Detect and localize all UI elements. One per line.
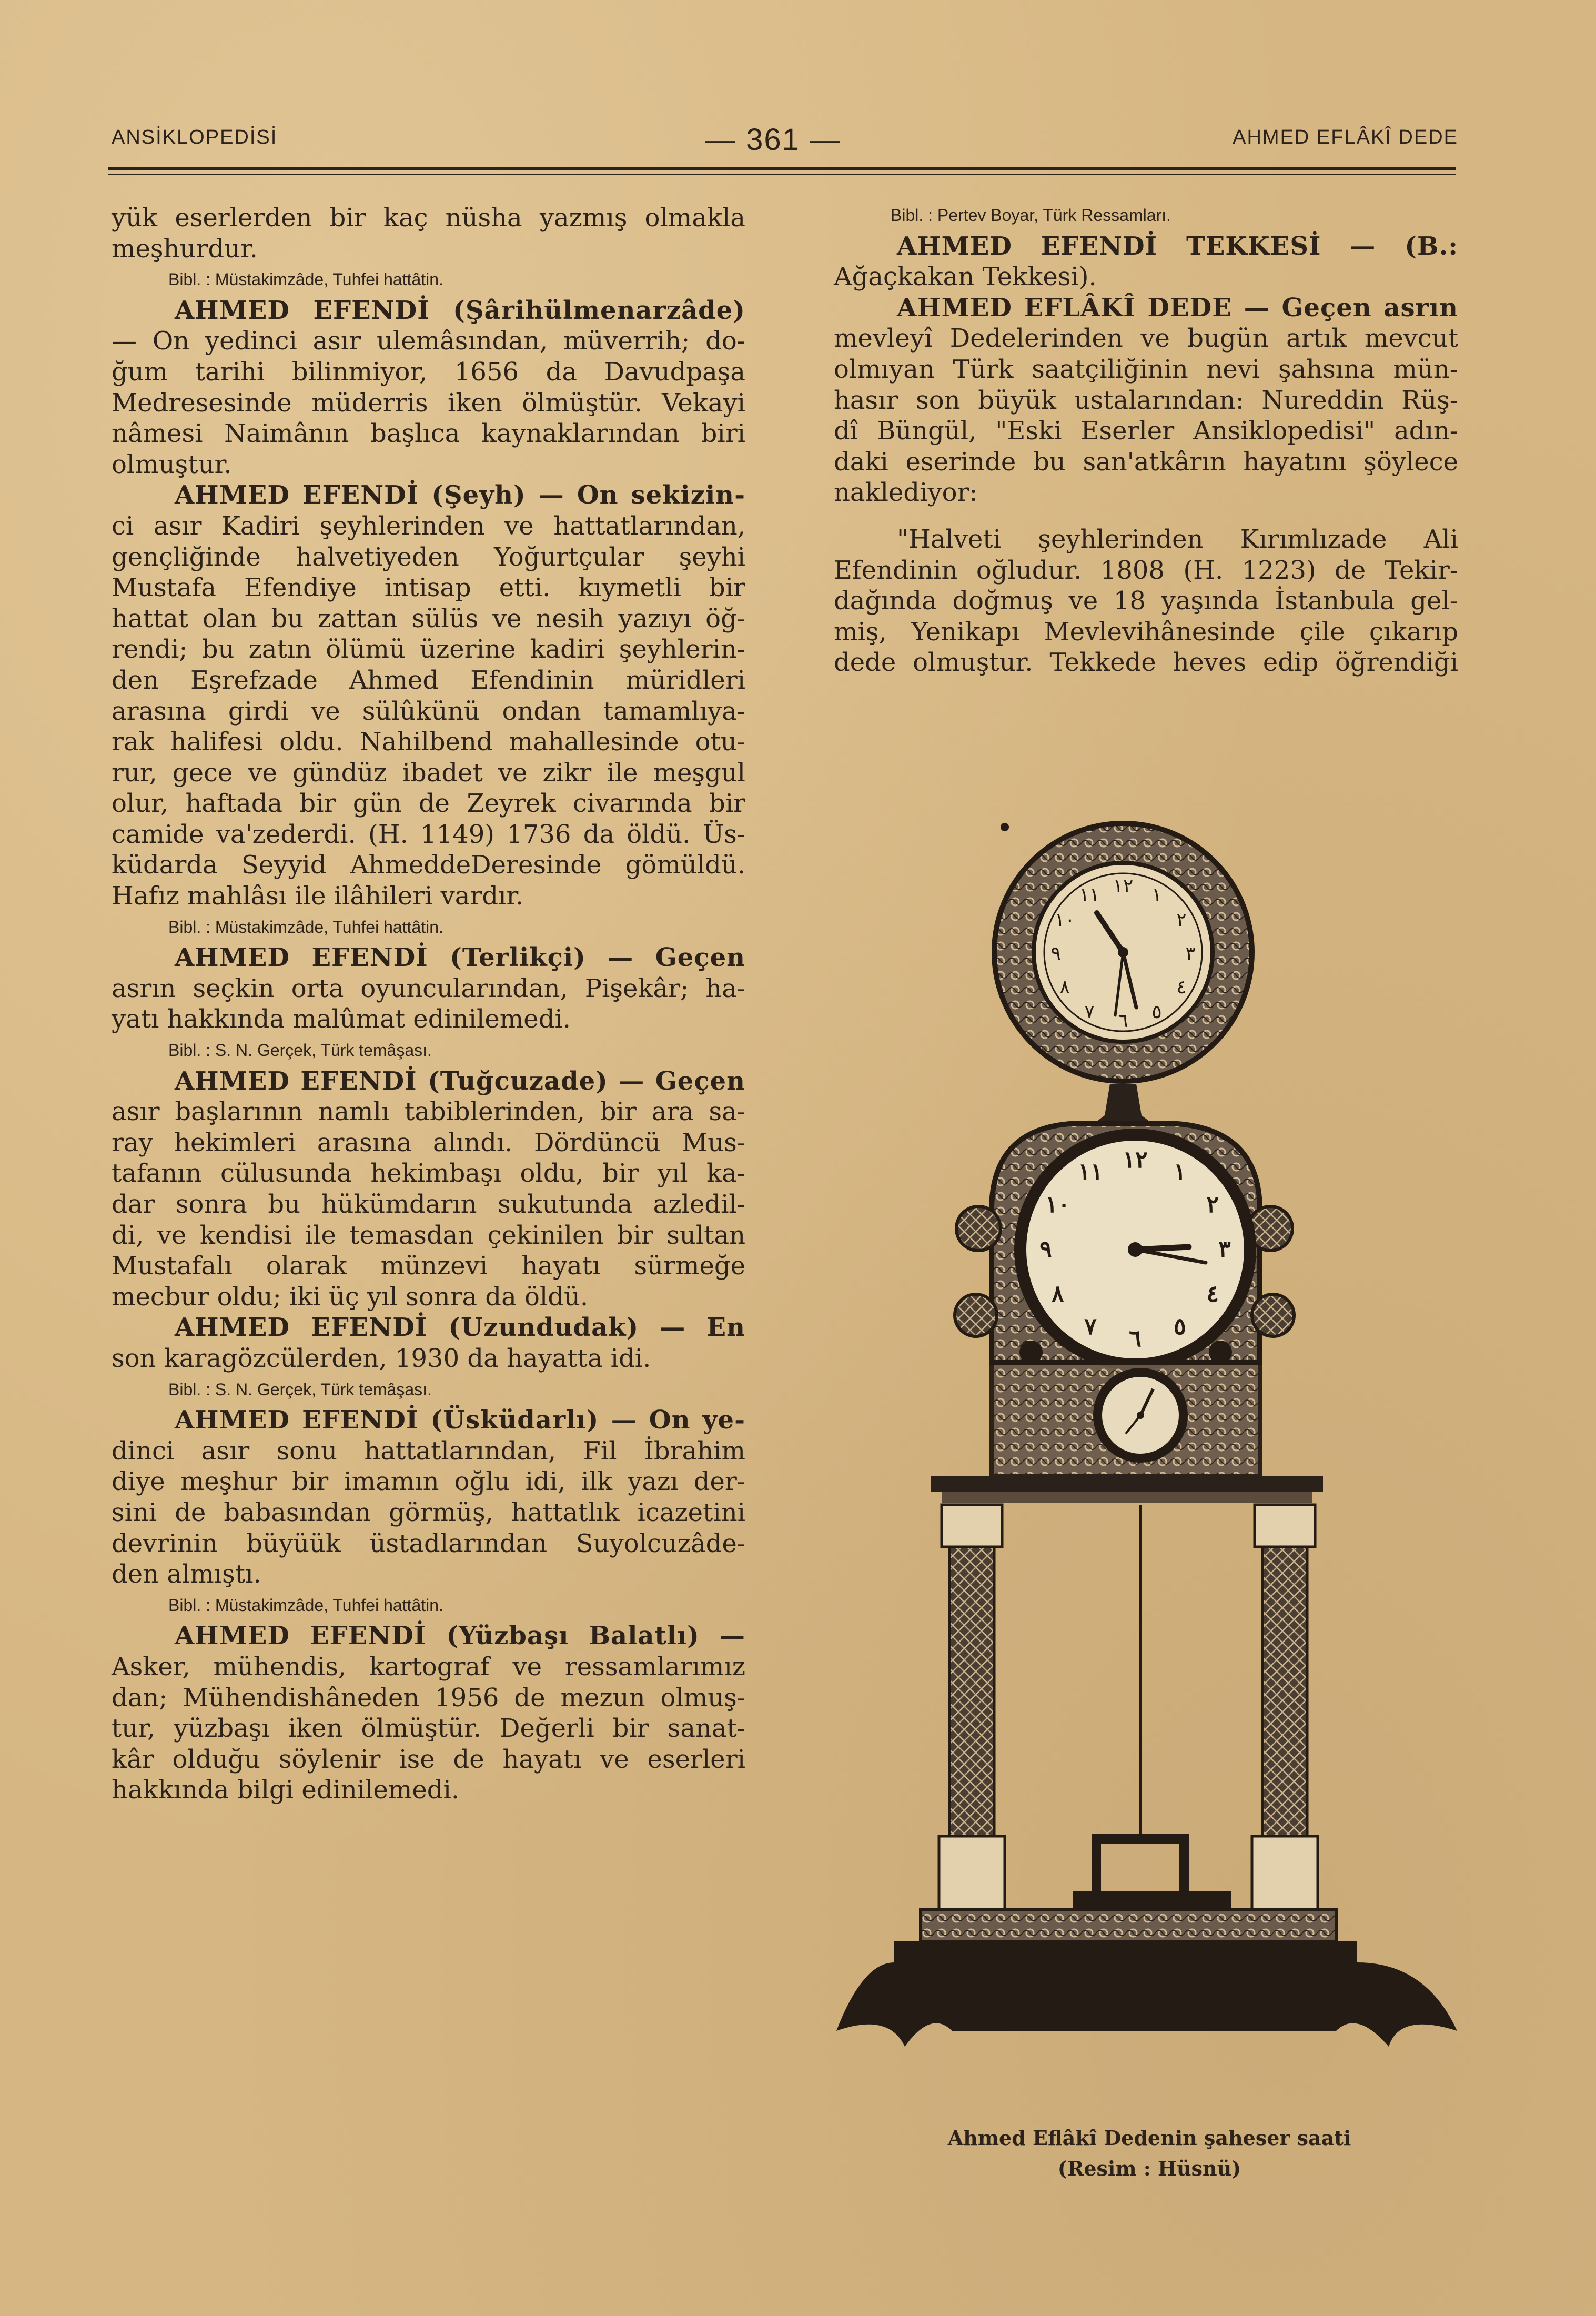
text-line: di, ve kendisi ile temasdan çekinilen bir sultan xyxy=(112,1220,745,1250)
upper-dial-numeral: ٨ xyxy=(1059,976,1070,998)
text-line: ci asır Kadiri şeyhlerinden ve hattatlarından, xyxy=(112,511,745,541)
text-line: asır başlarının namlı tabiblerinden, bir ara sa- xyxy=(112,1097,745,1127)
entry-heading-line: AHMED EFLÂKÎ DEDE — Geçen asrın xyxy=(897,293,1458,323)
text-line: hattat olan bu zattan sülüs ve nesih yazıyı öğ- xyxy=(112,603,745,633)
main-dial-numeral: ١١ xyxy=(1078,1158,1103,1185)
upper-dial-numeral: ٣ xyxy=(1185,943,1196,964)
bibliography-line: Bibl. : S. N. Gerçek, Türk temâşası. xyxy=(168,1041,432,1060)
upper-platform xyxy=(931,1476,1323,1492)
main-dial-numeral: ١٠ xyxy=(1045,1191,1070,1218)
text-line: den Eşrefzade Ahmed Efendinin müridleri xyxy=(112,665,745,695)
main-dial-numeral: ١ xyxy=(1174,1158,1186,1185)
text-line: ray hekimleri arasına alındı. Dördüncü Mus- xyxy=(112,1127,745,1157)
text-line: hasır son büyük ustalarından: Nureddin Rüş- xyxy=(834,385,1458,415)
upper-dial-numeral: ٦ xyxy=(1118,1010,1128,1032)
running-header xyxy=(0,123,1596,168)
upper-clock xyxy=(994,823,1252,1081)
text-line: nâmesi Naimânın başlıca kaynaklarından biri xyxy=(112,419,745,449)
text-line: mevleyî Dedelerinden ve bugün artık mevcut xyxy=(834,324,1458,354)
left-column xyxy=(112,203,745,1806)
figure-caption xyxy=(831,2123,1468,2184)
bibliography-line: Bibl. : Müstakimzâde, Tuhfei hattâtin. xyxy=(168,1595,443,1615)
text-line: dar sonra bu hükümdarın sukutunda azledil- xyxy=(112,1190,745,1219)
bibliography-line: Bibl. : Müstakimzâde, Tuhfei hattâtin. xyxy=(168,917,443,937)
upper-dial-numeral: ١١ xyxy=(1079,884,1100,907)
text-line: tafanın cülusunda hekimbaşı oldu, bir yıl ka- xyxy=(112,1159,745,1189)
caption-credit: (Resim : Hüsnü) xyxy=(1057,2157,1241,2180)
quote-line: "Halveti şeyhlerinden Kırımlızade Ali xyxy=(897,524,1458,554)
text-line: Asker, mühendis, kartograf ve ressamlarımız xyxy=(112,1652,745,1681)
entry-heading-line: AHMED EFENDİ (Terlikçi) — Geçen xyxy=(175,943,745,973)
text-line: devrinin büyüük üstadlarından Suyolcuzâde- xyxy=(112,1528,745,1558)
text-line: camide va'zederdi. (H. 1149) 1736 da öldü. Üs- xyxy=(112,819,745,849)
text-line: Ağaçkakan Tekkesi). xyxy=(834,262,1097,292)
text-line: yük eserlerden bir kaç nüsha yazmış olmakla xyxy=(112,203,745,233)
text-line: rak halifesi oldu. Nahilbend mahallesinde otu- xyxy=(112,727,745,757)
header-rule-thick xyxy=(108,167,1456,170)
right-column xyxy=(834,200,1458,678)
text-line: Hafız mahlâsı ile ilâhileri vardır. xyxy=(112,881,524,911)
text-line: — On yedinci asır ulemâsından, müverrih; do- xyxy=(112,326,745,356)
upper-dial-numeral: ١ xyxy=(1151,884,1162,907)
bibliography-line: Bibl. : Müstakimzâde, Tuhfei hattâtin. xyxy=(168,270,443,289)
entry-heading-line: AHMED EFENDİ (Şeyh) — On sekizin- xyxy=(175,480,745,510)
main-dial-numeral: ٢ xyxy=(1206,1191,1219,1218)
text-line: rur, gece ve gündüz ibadet ve zikr ile meşgul xyxy=(112,758,745,788)
text-line: olmuştur. xyxy=(112,449,232,479)
text-line: kâr olduğu söylenir ise de hayatı ve eserleri xyxy=(112,1744,745,1774)
text-line: Mustafa Efendiye intisap etti. kıymetli bir xyxy=(112,573,745,603)
main-dial-numeral: ٧ xyxy=(1084,1313,1097,1341)
paragraph-spacer xyxy=(834,508,1458,524)
text-line: rendi; bu zatın ölümü üzerine kadiri şeyhlerin- xyxy=(112,635,745,664)
entry-heading-line: AHMED EFENDİ (Uzundudak) — En xyxy=(175,1313,745,1343)
page-number: — 361 — xyxy=(705,123,841,157)
main-dial-numeral: ٤ xyxy=(1206,1281,1219,1307)
text-line: sini de babasından görmüş, hattatlık icazetini xyxy=(112,1497,745,1527)
text-line: miş, Yenikapı Mevlevihânesinde çile çıkarıp xyxy=(834,617,1458,647)
right-column-pillar xyxy=(1252,1505,1318,1910)
left-column-pillar xyxy=(939,1505,1005,1910)
main-dial-numeral: ١٢ xyxy=(1123,1146,1148,1173)
main-dial-numeral: ٩ xyxy=(1039,1236,1052,1263)
text-line: dî Büngül, "Eski Eserler Ansiklopedisi" adın- xyxy=(834,416,1458,446)
text-line: tur, yüzbaşı iken ölmüştür. Değerli bir sanat- xyxy=(112,1714,745,1744)
text-line: gençliğinde halvetiyeden Yoğurtçular şeyhi xyxy=(112,542,745,572)
text-line: yatı hakkında malûmat edinilemedi. xyxy=(112,1004,571,1034)
clock-base xyxy=(836,1910,1457,2047)
text-line: son karagözcülerden, 1930 da hayatta idi. xyxy=(112,1343,651,1373)
text-line: olmıyan Türk saatçiliğinin nevi şahsına mün- xyxy=(834,354,1458,384)
clock-illustration xyxy=(831,821,1468,2115)
caption-title: Ahmed Eflâkî Dedenin şaheser saati xyxy=(947,2126,1351,2150)
text-line: daki eserinde bu san'atkârın hayatını şöylece xyxy=(834,447,1458,477)
text-line: olur, haftada bir gün de Zeyrek civarında bir xyxy=(112,789,745,819)
text-line: arasına girdi ve sülûkünü ondan tamamlıya- xyxy=(112,696,745,726)
text-line: mecbur oldu; iki üç yıl sonra da öldü. xyxy=(112,1282,589,1312)
text-line: Efendinin oğludur. 1808 (H. 1223) de Tekir- xyxy=(834,555,1458,585)
text-line: den almıştı. xyxy=(112,1559,261,1589)
text-line: dağında doğmuş ve 18 yaşında İstanbula gel- xyxy=(834,586,1458,616)
text-line: dinci asır sonu hattatlarından, Fil İbrahim xyxy=(112,1436,745,1466)
main-dial-numeral: ٥ xyxy=(1174,1313,1186,1341)
upper-dial-numeral: ١٠ xyxy=(1054,909,1075,931)
text-line: naklediyor: xyxy=(834,478,978,508)
main-clock-dial xyxy=(1014,1129,1256,1371)
upper-dial-numeral: ١٢ xyxy=(1113,875,1134,897)
text-line: dede olmuştur. Tekkede heves edip öğrendiği xyxy=(834,648,1458,678)
bibliography-line: Bibl. : S. N. Gerçek, Türk temâşası. xyxy=(168,1379,432,1399)
text-line: ğum tarihi bilinmiyor, 1656 da Davudpaşa xyxy=(112,357,745,387)
upper-dial-numeral: ٧ xyxy=(1084,1001,1095,1023)
bibliography-line: Bibl. : Pertev Boyar, Türk Ressamları. xyxy=(891,206,1171,225)
upper-dial-numeral: ٤ xyxy=(1176,976,1187,998)
text-line: dan; Mühendishâneden 1956 de mezun olmuş- xyxy=(112,1683,745,1713)
entry-heading-line: AHMED EFENDİ (Şârihülmenarzâde) xyxy=(175,295,745,325)
text-line: Mustafalı olarak münzevi hayatı sürmeğe xyxy=(112,1251,745,1281)
text-line: asrın seçkin orta oyuncularından, Pişekâr; ha- xyxy=(112,973,745,1003)
header-rule-thin xyxy=(108,174,1456,175)
entry-heading-line: AHMED EFENDİ TEKKESİ — (B.: xyxy=(897,231,1458,261)
header-right-title: AHMED EFLÂKÎ DEDE xyxy=(1233,126,1458,148)
main-dial-numeral: ٣ xyxy=(1218,1236,1231,1263)
text-line: diye meşhur bir imamın oğlu idi, ilk yazı der- xyxy=(112,1467,745,1497)
upper-dial-numeral: ٥ xyxy=(1151,1001,1162,1023)
entry-heading-line: AHMED EFENDİ (Üsküdarlı) — On ye- xyxy=(175,1405,745,1435)
entry-heading-line: AHMED EFENDİ (Yüzbaşı Balatlı) — xyxy=(175,1621,745,1651)
entry-heading-line: AHMED EFENDİ (Tuğcuzade) — Geçen xyxy=(175,1066,745,1096)
upper-dial-numeral: ٢ xyxy=(1176,909,1187,931)
text-line: küdarda Seyyid AhmeddeDeresinde gömüldü. xyxy=(112,850,745,880)
main-dial-numeral: ٨ xyxy=(1051,1281,1064,1307)
clock-neck xyxy=(1094,1084,1152,1123)
header-left-title: ANSİKLOPEDİSİ xyxy=(112,126,278,148)
main-dial-numeral: ٦ xyxy=(1129,1325,1142,1352)
text-line: Medresesinde müderris iken ölmüştür. Vekayi xyxy=(112,388,745,418)
upper-dial-numeral: ٩ xyxy=(1050,943,1061,964)
text-line: meşhurdur. xyxy=(112,234,258,264)
text-line: hakkında bilgi edinilemedi. xyxy=(112,1775,460,1805)
